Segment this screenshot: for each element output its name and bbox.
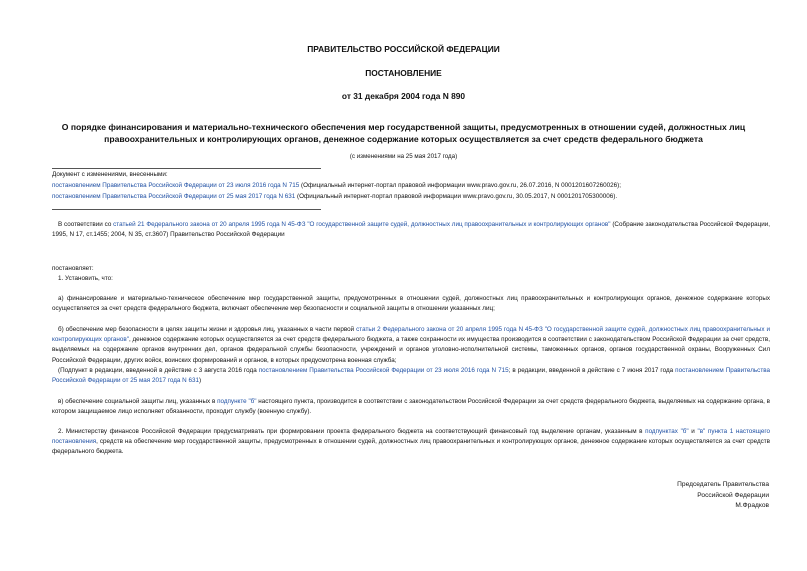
preamble-paragraph: В соответствии со статьей 21 Федерального закона от 20 апреля 1995 года N 45-ФЗ "О государственной защите судей, должностных лиц правоохранительных и контролирующих органов" (Собрание законодательства Российской Федерации, 1995, N 17, ст.1455; 2004, N 35, ст.3607) Правительство Российской Федерации (52, 221, 770, 239)
amendment-note: (с изменениями на 25 мая 2017 года) (349, 153, 458, 160)
change-link-715[interactable]: постановлением Правительства Российской Федерации от 23 июля 2016 года N 715 (52, 182, 300, 189)
divider-bottom (52, 209, 321, 210)
divider-top (52, 168, 321, 169)
signature-position: Председатель Правительства (677, 481, 769, 488)
change-item-2 (52, 192, 617, 203)
amendment-link-715[interactable]: постановлением Правительства Российской Федерации от 23 июля 2016 года N 715 (258, 367, 509, 374)
law-article-2-link[interactable]: статьи 2 Федерального закона от 20 апреля 1995 года N 45-ФЗ "О государственной защите судей, должностных лиц правоохранительных и контролирующих органов" (52, 326, 770, 344)
clause-1a-paragraph: а) финансирование и материально-техническое обеспечение мер государственной защиты, предусмотренных в отношении судей, должностных лиц правоохранительных и контролирующих органов, денежное содержание которых осуществляется за счет средств федерального бюджета, включает обеспечение мер безопасности и социальной защиты в отношении указанных лиц; (52, 295, 770, 313)
subclause-b-link[interactable]: подпункте "б" (217, 398, 257, 405)
clause-1v-paragraph: в) обеспечение социальной защиты лиц, указанных в подпункте "б" настоящего пункта, производится в соответствии с законодательством Российской Федерации за счет средств федерального бюджета, выделяемых на содержание органа, в котором защищаемое лицо исполняет обязанности, проходит службу (военную службу). (52, 398, 770, 416)
document-title (40, 121, 767, 145)
date-number-heading: от 31 декабря 2004 года N 890 (341, 91, 466, 101)
clause-2-paragraph: 2. Министерству финансов Российской Федерации предусматривать при формировании проекта федерального бюджета на соответствующий финансовый год выделение органам, указанным в подпунктах "б" и "в" пункта 1 настоящего постановления, средств на обеспечение мер государственной защиты, предусмотренных в отношении судей, должностных лиц правоохранительных и контролирующих органов, денежное содержание которых осуществляется за счет средств федерального бюджета. (52, 428, 770, 456)
signature-name: М.Фрадков (735, 502, 769, 509)
title-line-1: О порядке финансирования и материально-технического обеспечения мер государственной защиты, предусмотренных в отношении судей, должностных лиц (61, 122, 746, 132)
change-item-1 (52, 181, 621, 192)
clause-1-heading: 1. Установить, что: (58, 275, 113, 282)
resolves-paragraph: постановляет: (52, 265, 94, 272)
signature-country: Российской Федерации (697, 491, 769, 499)
change-item-2-source: (Официальный интернет-портал правовой информации www.pravo.gov.ru, 30.05.2017, N 0001201705300006). (295, 193, 618, 200)
signature-block (677, 480, 769, 512)
change-link-631[interactable]: постановлением Правительства Российской Федерации от 25 мая 2017 года N 631 (52, 193, 296, 200)
doc-type-heading: ПОСТАНОВЛЕНИЕ (365, 68, 442, 78)
authority-heading: ПРАВИТЕЛЬСТВО РОССИЙСКОЙ ФЕДЕРАЦИИ (307, 44, 500, 54)
clause-1b-paragraph: б) обеспечение мер безопасности в целях защиты жизни и здоровья лиц, указанных в части первой статьи 2 Федерального закона от 20 апреля 1995 года N 45-ФЗ "О государственной защите судей, должностных лиц правоохранительных и контролирующих органов", денежное содержание которых осуществляется за счет средств федерального бюджета, а также сохранности их имущества производится в соответствии с законодательством Российской Федерации за счет средств, выделяемых на содержание органов внутренних дел, органов федеральной службы безопасности, учреждений и органов уголовно-исполнительной системы, таможенных органов, органов государственной охраны, Вооруженных Сил Российской Федерации, других войск, воинских формирований и органов, в которых предусмотрена военная служба; (52, 326, 770, 364)
changes-intro: Документ с изменениями, внесенными: (52, 171, 168, 178)
subclause-v-link[interactable]: "в" пункта 1 настоящего постановления (52, 428, 770, 446)
title-line-2: правоохранительных и контролирующих органов, денежное содержание которых осуществляется за счет средств федерального бюджета (104, 134, 703, 144)
clause-1b-amendment-note: (Подпункт в редакции, введенной в действие с 3 августа 2016 года постановлением Правительства Российской Федерации от 23 июля 2016 года N 715; в редакции, введенной в действие с 7 июня 2017 года постановлением Правительства Российской Федерации от 25 мая 2017 года N 631) (52, 367, 770, 385)
amendment-link-631[interactable]: постановлением Правительства Российской Федерации от 25 мая 2017 года N 631 (52, 367, 770, 385)
subclauses-b-link[interactable]: подпунктах "б" (645, 428, 689, 435)
change-item-1-source: (Официальный интернет-портал правовой информации www.pravo.gov.ru, 26.07.2016, N 0001201607260026); (299, 182, 622, 189)
law-article-21-link[interactable]: статьей 21 Федерального закона от 20 апреля 1995 года N 45-ФЗ "О государственной защите судей, должностных лиц правоохранительных и контролирующих органов" (113, 221, 611, 228)
